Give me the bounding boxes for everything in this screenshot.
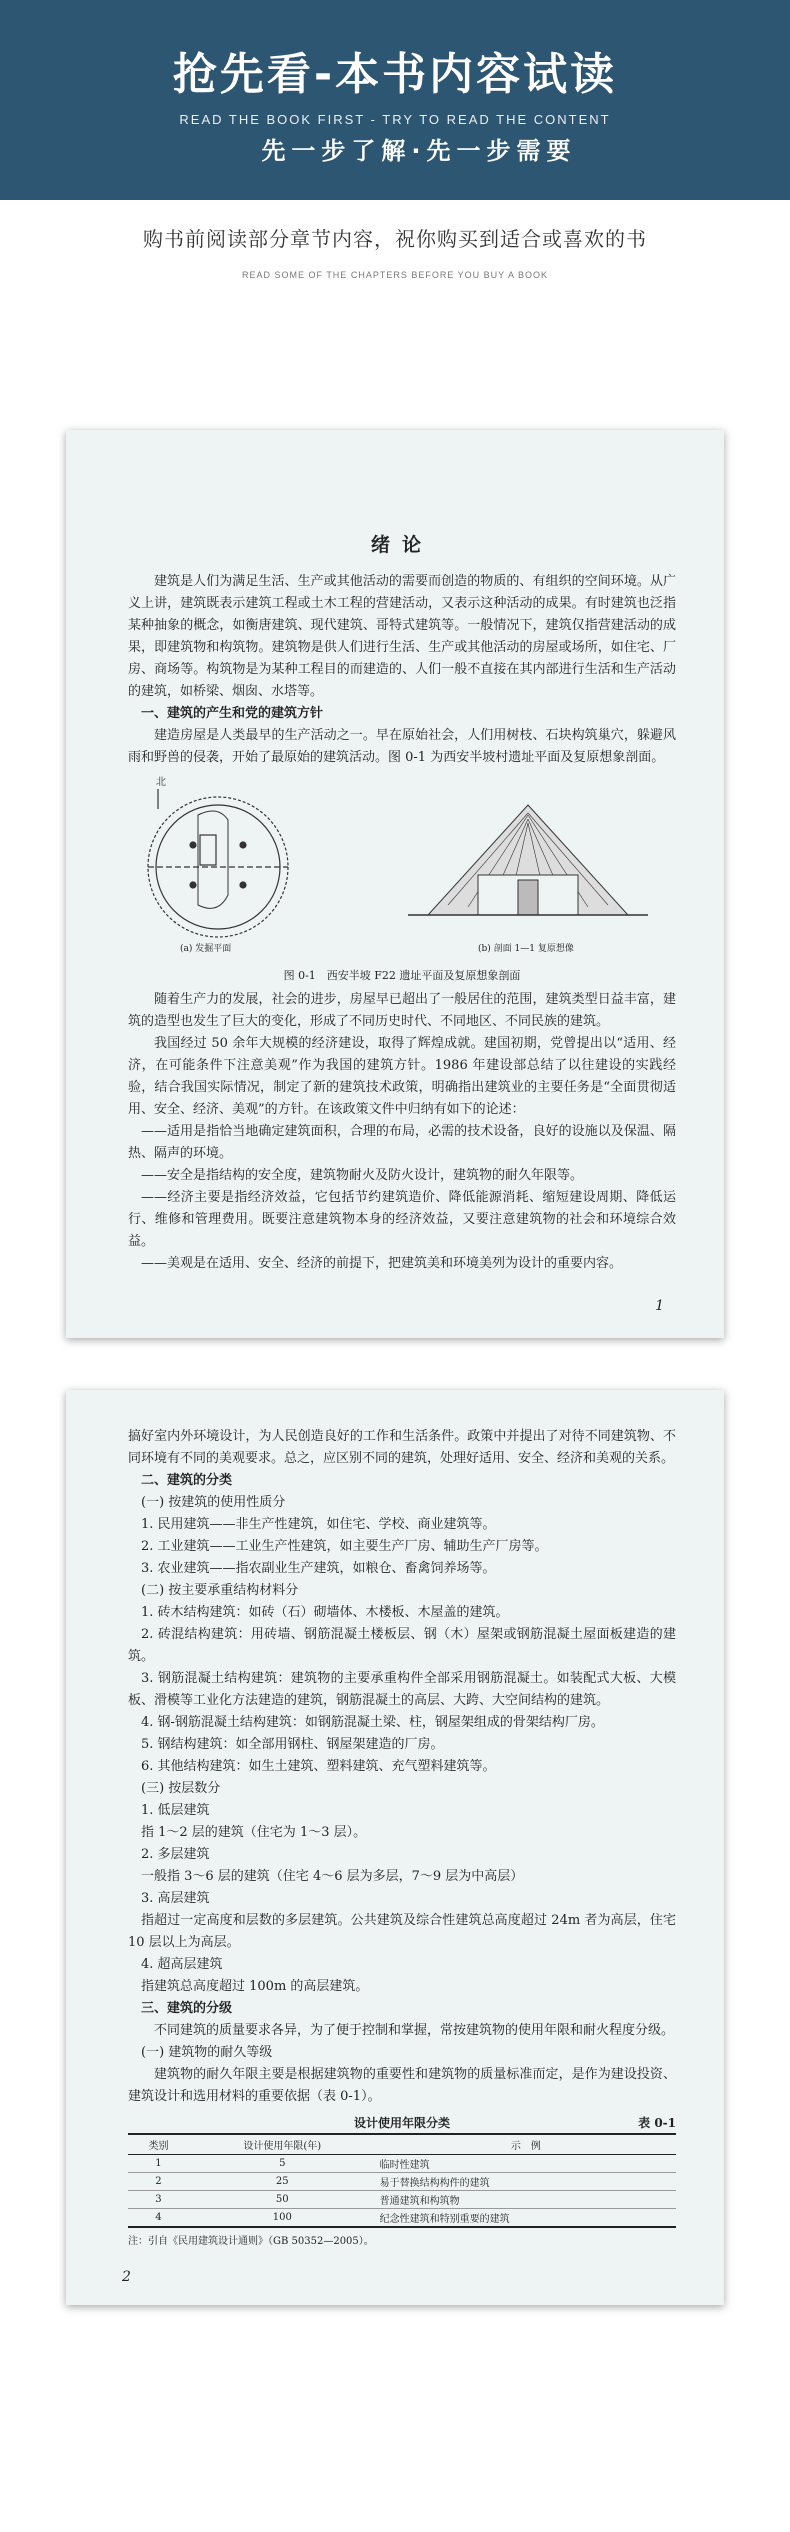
banner-subtitle-en: READ THE BOOK FIRST - TRY TO READ THE CONTENT (179, 112, 611, 127)
paragraph: ——适用是指恰当地确定建筑面积，合理的布局，必需的技术设备，良好的设施以及保温、隔热、隔声的环境。 (128, 1124, 676, 1161)
table-cell: 25 (189, 2173, 376, 2191)
table-header: 类别 (128, 2134, 189, 2155)
book-page-2 (66, 1390, 724, 2305)
table-row (128, 2209, 676, 2228)
header-banner (0, 0, 790, 200)
table-header: 示 例 (376, 2134, 676, 2155)
table-title-row (128, 2114, 676, 2131)
list-item: 3. 钢筋混凝土结构建筑：建筑物的主要承重构件全部采用钢筋混凝土。如装配式大板、大模板、滑模等工业化方法建造的建筑，钢筋混凝土的高层、大跨、大空间结构的建筑。 (128, 1671, 676, 1708)
page-number: 2 (122, 2269, 131, 2285)
list-item: 2. 砖混结构建筑：用砖墙、钢筋混凝土楼板层、钢（木）屋架或钢筋混凝土屋面板建造的建筑。 (128, 1627, 676, 1664)
table-number: 表 0-1 (638, 2116, 676, 2130)
table-cell: 纪念性建筑和特别重要的建筑 (376, 2209, 676, 2228)
paragraph: 建筑物的耐久年限主要是根据建筑物的重要性和建筑物的质量标准而定，是作为建设投资、建筑设计和选用材料的重要依据（表 0-1）。 (128, 2067, 676, 2104)
table-cell: 易于替换结构构件的建筑 (376, 2173, 676, 2191)
table-row (128, 2191, 676, 2209)
list-detail: 指超过一定高度和层数的多层建筑。公共建筑及综合性建筑总高度超过 24m 者为高层，住宅 10 层以上为高层。 (128, 1913, 676, 1950)
north-label: 北 (156, 777, 166, 788)
subsection-heading: (一) 按建筑的使用性质分 (141, 1495, 286, 1510)
banner-title: 抢先看-本书内容试读 (172, 49, 618, 100)
subsection-heading: (一) 建筑物的耐久等级 (141, 2045, 273, 2060)
paragraph: 搞好室内外环境设计，为人民创造良好的工作和生活条件。政策中并提出了对待不同建筑物、不同环境有不同的美观要求。总之，应区别不同的建筑，处理好适用、安全、经济和美观的关系。 (128, 1429, 676, 1466)
intro-text-en: READ SOME OF THE CHAPTERS BEFORE YOU BUY A BOOK (241, 270, 549, 280)
paragraph: 我国经过 50 余年大规模的经济建设，取得了辉煌成就。建国初期，党曾提出以“适用、经济，在可能条件下注意美观”作为我国的建筑方针。1986 年建设部总结了以往建设的实践经验，结合我国实际情况，制定了新的建筑技术政策，明确指出建筑业的主要任务是“全面贯彻适用、安全、经济、美观”的方针。在该政策文件中归纳有如下的论述： (128, 1036, 676, 1117)
table-header-row (128, 2134, 676, 2155)
list-item: 3. 农业建筑——指农副业生产建筑，如粮仓、畜禽饲养场等。 (141, 1561, 496, 1576)
list-item: 4. 钢-钢筋混凝土结构建筑：如钢筋混凝土梁、柱，钢屋架组成的骨架结构厂房。 (141, 1715, 604, 1730)
table-row (128, 2173, 676, 2191)
list-item: 4. 超高层建筑 (141, 1957, 223, 1972)
list-detail: 指建筑总高度超过 100m 的高层建筑。 (141, 1979, 369, 1994)
table-cell: 50 (189, 2191, 376, 2209)
list-item: 6. 其他结构建筑：如生土建筑、塑料建筑、充气塑料建筑等。 (141, 1759, 496, 1774)
list-item: 1. 低层建筑 (141, 1803, 210, 1818)
list-item: 3. 高层建筑 (141, 1891, 210, 1906)
figure-caption: 图 0-1 西安半坡 F22 遗址平面及复原想象剖面 (283, 969, 521, 982)
chapter-title: 绪论 (370, 534, 433, 556)
section-heading: 二、建筑的分类 (141, 1473, 233, 1488)
table-cell: 4 (128, 2209, 189, 2228)
table-cell: 3 (128, 2191, 189, 2209)
banner-subtitle: 先一步了解·先一步需要 (261, 137, 577, 165)
table-note: 注：引自《民用建筑设计通则》（GB 50352—2005）。 (128, 2236, 374, 2247)
figure-0-1 (128, 775, 676, 965)
list-item: 2. 多层建筑 (141, 1847, 210, 1862)
list-item: 1. 民用建筑——非生产性建筑，如住宅、学校、商业建筑等。 (141, 1517, 496, 1532)
table-cell: 2 (128, 2173, 189, 2191)
table-cell: 5 (189, 2155, 376, 2173)
subsection-heading: (三) 按层数分 (141, 1781, 221, 1796)
figure-caption-a: (a) 发掘平面 (180, 944, 232, 954)
paragraph: ——安全是指结构的安全度，建筑物耐火及防火设计，建筑物的耐久年限等。 (141, 1168, 584, 1183)
durability-table (128, 2133, 676, 2228)
table-row (128, 2155, 676, 2173)
list-detail: 一般指 3～6 层的建筑（住宅 4～6 层为多层，7～9 层为中高层） (141, 1869, 524, 1884)
table-cell: 临时性建筑 (376, 2155, 676, 2173)
paragraph: 不同建筑的质量要求各异，为了便于控制和掌握，常按建筑物的使用年限和耐火程度分级。 (154, 2023, 675, 2038)
table-cell: 100 (189, 2209, 376, 2228)
table-title: 设计使用年限分类 (353, 2116, 450, 2130)
subsection-heading: (二) 按主要承重结构材料分 (141, 1583, 299, 1598)
paragraph: 随着生产力的发展，社会的进步，房屋早已超出了一般居住的范围，建筑类型日益丰富，建筑的造型也发生了巨大的变化，形成了不同历史时代、不同地区、不同民族的建筑。 (128, 992, 676, 1029)
paragraph: 建造房屋是人类最早的生产活动之一。早在原始社会，人们用树枝、石块构筑巢穴，躲避风雨和野兽的侵袭，开始了最原始的建筑活动。图 0-1 为西安半坡村遗址平面及复原想象剖面。 (128, 728, 676, 765)
list-detail: 指 1～2 层的建筑（住宅为 1～3 层）。 (141, 1825, 367, 1840)
paragraph: 建筑是人们为满足生活、生产或其他活动的需要而创造的物质的、有组织的空间环境。从广义上讲，建筑既表示建筑工程或土木工程的营建活动，又表示这种活动的成果。有时建筑也泛指某种抽象的概念，如衡唐建筑、现代建筑、哥特式建筑等。一般情况下，建筑仅指营建活动的成果，即建筑物和构筑物。建筑物是供人们进行生活、生产或其他活动的房屋或场所，如住宅、厂房、商场等。构筑物是为某种工程目的而建造的、人们一般不直接在其内部进行生活和生产活动的建筑，如桥梁、烟囱、水塔等。 (128, 574, 676, 699)
intro-text: 购书前阅读部分章节内容，祝你购买到适合或喜欢的书 (143, 227, 647, 251)
paragraph: ——经济主要是指经济效益，它包括节约建筑造价、降低能源消耗、缩短建设周期、降低运行、维修和管理费用。既要注意建筑物本身的经济效益，又要注意建筑物的社会和环境综合效益。 (128, 1190, 676, 1249)
table-header: 设计使用年限(年) (189, 2134, 376, 2155)
list-item: 2. 工业建筑——工业生产性建筑，如主要生产厂房、辅助生产厂房等。 (141, 1539, 548, 1554)
hut-illustration (128, 775, 676, 955)
section-heading: 一、建筑的产生和党的建筑方针 (141, 706, 324, 721)
list-item: 1. 砖木结构建筑：如砖（石）砌墙体、木楼板、木屋盖的建筑。 (141, 1605, 509, 1620)
page-number: 1 (655, 1298, 664, 1314)
section-heading: 三、建筑的分级 (141, 2001, 233, 2016)
table-cell: 普通建筑和构筑物 (376, 2191, 676, 2209)
paragraph: ——美观是在适用、安全、经济的前提下，把建筑美和环境美列为设计的重要内容。 (141, 1256, 623, 1271)
table-cell: 1 (128, 2155, 189, 2173)
book-page-1 (66, 430, 724, 1338)
figure-caption-b: (b) 剖面 1—1 复原想像 (478, 944, 574, 954)
list-item: 5. 钢结构建筑：如全部用钢柱、钢屋架建造的厂房。 (141, 1737, 444, 1752)
